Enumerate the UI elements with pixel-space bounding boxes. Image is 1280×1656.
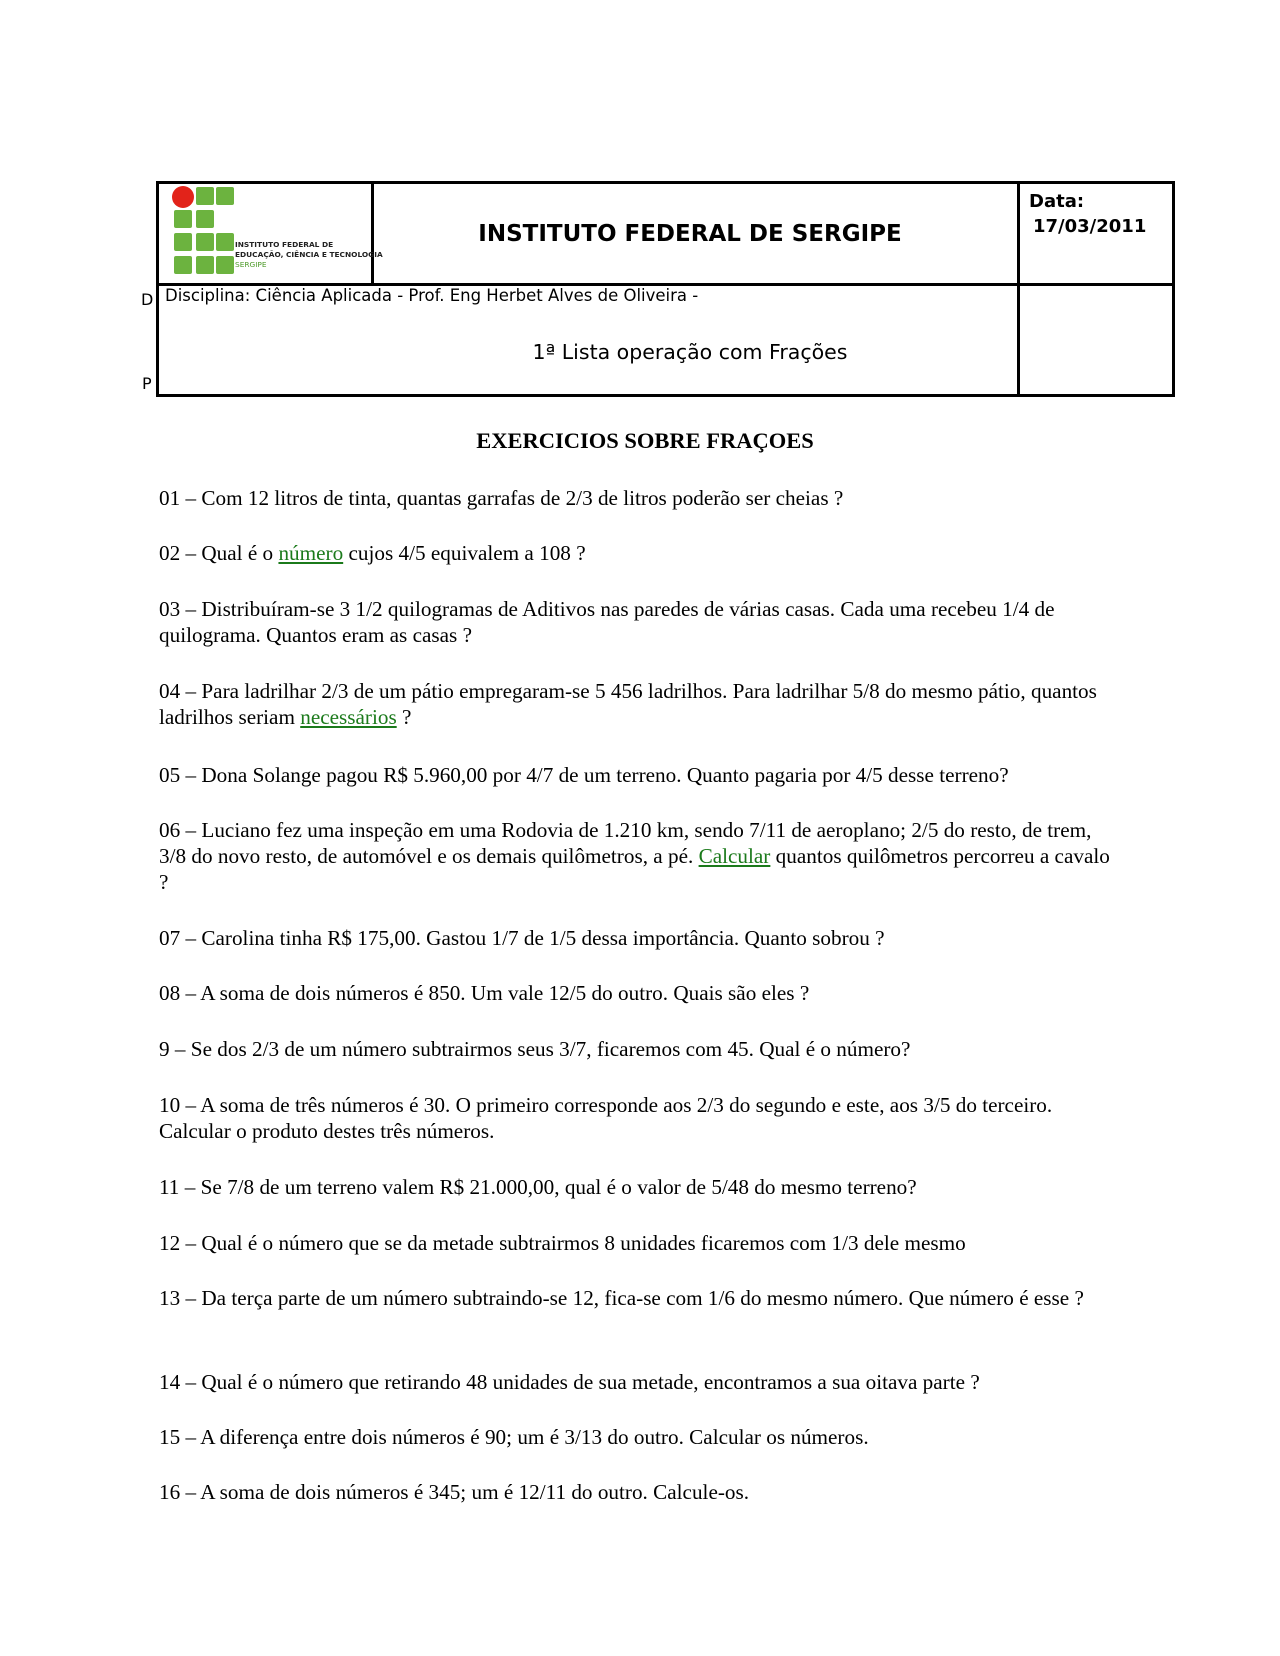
- question-item: [159, 485, 1119, 511]
- question-item: [159, 980, 1119, 1006]
- list-title: 1ª Lista operação com Frações: [532, 340, 848, 364]
- question-item: [159, 1285, 1119, 1311]
- discipline-line: Disciplina: Ciência Aplicada - Prof. Eng Herbet Alves de Oliveira -: [165, 286, 699, 305]
- question-item: [159, 596, 1119, 648]
- date-value: 17/03/2011: [1033, 216, 1147, 237]
- question-text: quantos quilômetros percorreu a cavalo ?: [159, 844, 1110, 894]
- glossary-link[interactable]: número: [278, 541, 344, 565]
- question-text: 15 – A diferença entre dois números é 90; um é 3/13 do outro. Calcular os números.: [159, 1425, 869, 1449]
- date-label: Data:: [1029, 191, 1085, 212]
- logo-text: [235, 240, 383, 270]
- question-text: 12 – Qual é o número que se da metade subtrairmos 8 unidades ficaremos com 1/3 dele mesmo: [159, 1231, 966, 1255]
- logo-square: [196, 187, 214, 205]
- glossary-link[interactable]: Calcular: [698, 844, 771, 868]
- question-text: 06 – Luciano fez uma inspeção em uma Rodovia de 1.210 km, sendo 7/11 de aeroplano; 2/5 do resto, de trem, 3/8 do novo resto, de automóvel e os demais quilômetros, a pé.: [159, 818, 1092, 868]
- question-text: 13 – Da terça parte de um número subtraindo-se 12, fica-se com 1/6 do mesmo número. Que número é esse ?: [159, 1286, 1084, 1310]
- logo-text-line: INSTITUTO FEDERAL DE: [235, 240, 334, 249]
- question-text: 03 – Distribuíram-se 3 1/2 quilogramas de Aditivos nas paredes de várias casas. Cada uma recebeu 1/4 de quilograma. Quantos eram as casas ?: [159, 597, 1055, 647]
- question-item: [159, 817, 1119, 895]
- question-item: [159, 1424, 1119, 1450]
- question-item: [159, 678, 1119, 730]
- question-text: 04 – Para ladrilhar 2/3 de um pátio empregaram-se 5 456 ladrilhos. Para ladrilhar 5/8 do mesmo pátio, quantos ladrilhos seriam: [159, 679, 1097, 729]
- logo-square: [174, 256, 192, 274]
- question-item: [159, 1479, 1119, 1505]
- question-text: 16 – A soma de dois números é 345; um é 12/11 do outro. Calcule-os.: [159, 1480, 750, 1504]
- side-mark-p: P: [142, 374, 152, 393]
- logo-square: [216, 187, 234, 205]
- logo-square: [196, 210, 214, 228]
- logo-square: [196, 256, 214, 274]
- side-mark-d: D: [141, 290, 154, 309]
- question-item: [159, 540, 1119, 566]
- glossary-link[interactable]: necessários: [300, 705, 397, 729]
- logo-red-dot: [172, 186, 194, 208]
- question-text: 02 – Qual é o: [159, 541, 279, 565]
- question-item: [159, 1036, 1119, 1062]
- question-text: ?: [396, 705, 412, 729]
- question-text: cujos 4/5 equivalem a 108 ?: [343, 541, 586, 565]
- question-item: [159, 1174, 1119, 1200]
- logo-text-line: EDUCAÇÃO, CIÊNCIA E TECNOLOGIA: [235, 250, 383, 259]
- question-text: 08 – A soma de dois números é 850. Um vale 12/5 do outro. Quais são eles ?: [159, 981, 810, 1005]
- question-text: 14 – Qual é o número que retirando 48 unidades de sua metade, encontramos a sua oitava parte ?: [159, 1370, 980, 1394]
- question-text: 10 – A soma de três números é 30. O primeiro corresponde aos 2/3 do segundo e este, aos 3/5 do terceiro. Calcular o produto destes três números.: [159, 1093, 1053, 1143]
- institution-logo: [163, 184, 383, 284]
- question-text: 05 – Dona Solange pagou R$ 5.960,00 por 4/7 de um terreno. Quanto pagaria por 4/5 desse terreno?: [159, 763, 1009, 787]
- question-item: [159, 1230, 1119, 1256]
- page-title: EXERCICIOS SOBRE FRAÇOES: [476, 428, 814, 453]
- question-text: 11 – Se 7/8 de um terreno valem R$ 21.000,00, qual é o valor de 5/48 do mesmo terreno?: [159, 1175, 917, 1199]
- question-text: 01 – Com 12 litros de tinta, quantas garrafas de 2/3 de litros poderão ser cheias ?: [159, 486, 844, 510]
- logo-square: [174, 210, 192, 228]
- question-item: [159, 925, 1119, 951]
- logo-square: [174, 233, 192, 251]
- question-item: [159, 1369, 1119, 1395]
- logo-square: [196, 233, 214, 251]
- institution-title: INSTITUTO FEDERAL DE SERGIPE: [478, 221, 902, 247]
- logo-square: [216, 256, 234, 274]
- header-table: [156, 181, 1175, 397]
- question-text: 07 – Carolina tinha R$ 175,00. Gastou 1/7 de 1/5 dessa importância. Quanto sobrou ?: [159, 926, 885, 950]
- question-item: [159, 1092, 1119, 1144]
- logo-text-line: SERGIPE: [235, 260, 267, 269]
- question-item: [159, 762, 1119, 788]
- divider: [1017, 184, 1020, 394]
- logo-square: [216, 233, 234, 251]
- question-text: 9 – Se dos 2/3 de um número subtrairmos seus 3/7, ficaremos com 45. Qual é o número?: [159, 1037, 911, 1061]
